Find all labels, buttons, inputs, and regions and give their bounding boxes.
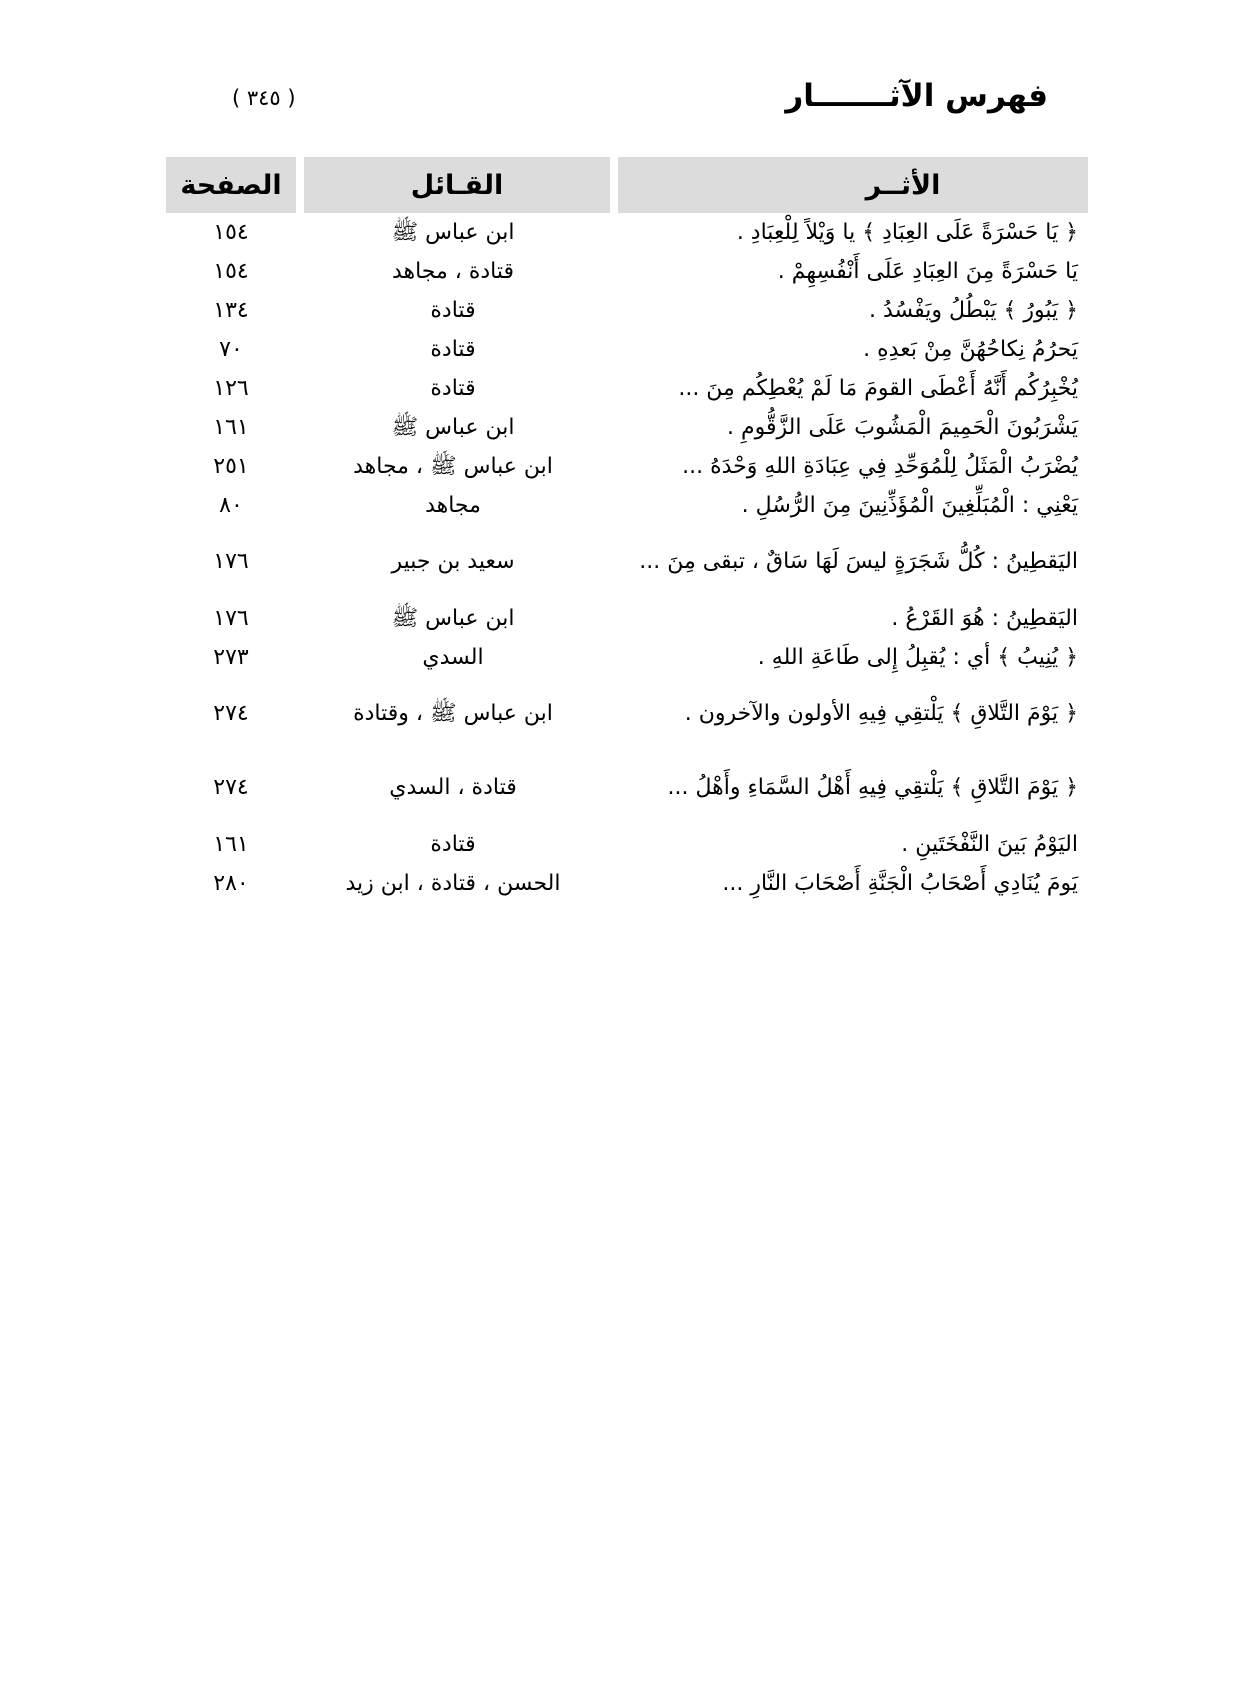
page-number: ( ٣٤٥ ) xyxy=(232,86,296,110)
table-row xyxy=(166,447,1088,486)
page-cell: ٢٨٠ xyxy=(213,870,249,896)
athar-cell: يُخْبِرُكُم أَنَّهُ أَعْطَى القومَ مَا لَمْ يُعْطِكُم مِنَ ... xyxy=(678,375,1078,401)
qail-cell: ابن عباس ﷺ xyxy=(391,414,515,440)
table-row xyxy=(166,369,1088,408)
qail-cell: قتادة xyxy=(430,375,476,401)
page-cell: ١٧٦ xyxy=(213,605,249,631)
qail-cell: قتادة xyxy=(430,297,476,323)
qail-cell: قتادة xyxy=(430,831,476,857)
athar-cell: ﴿ يُنِيبُ ﴾ أي : يُقبِلُ إِلى طَاعَةِ اللهِ . xyxy=(757,644,1078,670)
page-cell: ١٥٤ xyxy=(213,219,249,245)
athar-cell: يَشْرَبُونَ الْحَمِيمَ الْمَشُوبَ عَلَى الزَّقُّومِ . xyxy=(727,414,1078,440)
page-cell: ١٥٤ xyxy=(213,258,249,284)
running-head xyxy=(0,78,1240,128)
athar-cell: يَحرُمُ نِكاحُهُنَّ مِنْ بَعدِهِ . xyxy=(863,336,1078,362)
page-cell: ٨٠ xyxy=(219,492,243,518)
page-cell: ٢٧٤ xyxy=(213,775,249,800)
column-header-page: الصفحة xyxy=(166,157,296,213)
athar-cell: ﴿ يَوْمَ التَّلاقِ ﴾ يَلْتقِي فِيهِ الأولون والآخرون . xyxy=(684,701,1078,726)
table-row xyxy=(166,408,1088,447)
qail-cell: ابن عباس ﷺ xyxy=(391,605,515,631)
qail-cell: السدي xyxy=(422,644,484,670)
table-row xyxy=(166,751,1088,825)
table-row xyxy=(166,486,1088,525)
table-header-row xyxy=(166,157,1088,213)
table-row xyxy=(166,213,1088,252)
athar-cell: ﴿ يَبُورُ ﴾ يَبْطُلُ ويَفْسُدُ . xyxy=(868,297,1078,323)
qail-cell: ابن عباس ﷺ ، مجاهد xyxy=(353,453,553,479)
qail-cell: سعيد بن جبير xyxy=(391,549,515,574)
page-cell: ١٢٦ xyxy=(213,375,249,401)
table-row xyxy=(166,864,1088,903)
athar-cell: يَومَ يُنَادِي أَصْحَابُ الْجَنَّةِ أَصْحَابَ النَّارِ ... xyxy=(722,870,1078,896)
page-cell: ٢٥١ xyxy=(213,453,249,479)
athar-cell: ﴿ يَا حَسْرَةً عَلَى العِبَادِ ﴾ يا وَيْلاً لِلْعِبَادِ . xyxy=(736,219,1078,245)
section-title: فهرس الآثـــــــار xyxy=(785,78,1048,114)
qail-cell: مجاهد xyxy=(425,492,481,518)
qail-cell: قتادة xyxy=(430,336,476,362)
qail-cell: قتادة ، السدي xyxy=(389,775,517,800)
table-row xyxy=(166,525,1088,599)
page-cell: ٢٧٤ xyxy=(213,701,249,726)
athar-cell: اليَقطِينُ : كُلُّ شَجَرَةٍ ليسَ لَهَا سَاقٌ ، تبقى مِنَ ... xyxy=(639,549,1078,574)
page-cell: ٧٠ xyxy=(219,336,243,362)
table-row xyxy=(166,677,1088,751)
page-cell: ١٦١ xyxy=(213,831,249,857)
table-body xyxy=(166,213,1088,903)
page-cell: ٢٧٣ xyxy=(213,644,249,670)
athar-cell: يَا حَسْرَةً مِنَ العِبَادِ عَلَى أَنْفُسِهِمْ . xyxy=(777,258,1078,284)
table-row xyxy=(166,599,1088,638)
athar-index-table xyxy=(166,157,1088,903)
table-row xyxy=(166,252,1088,291)
page-cell: ١٦١ xyxy=(213,414,249,440)
athar-cell: يَعْنِي : الْمُبَلِّغِينَ الْمُؤَذِّنِينَ مِنَ الرُّسُلِ . xyxy=(741,492,1078,518)
qail-cell: ابن عباس ﷺ xyxy=(391,219,515,245)
table-row xyxy=(166,638,1088,677)
athar-cell: ﴿ يَوْمَ التَّلاقِ ﴾ يَلْتقِي فِيهِ أَهْلُ السَّمَاءِ وأَهْلُ ... xyxy=(667,775,1078,800)
column-header-athar: الأثــر xyxy=(610,157,1088,213)
athar-cell: اليَقطِينُ : هُوَ القَرْعُ . xyxy=(891,605,1078,631)
table-row xyxy=(166,330,1088,369)
table-row xyxy=(166,825,1088,864)
qail-cell: ابن عباس ﷺ ، وقتادة xyxy=(353,701,553,726)
page-cell: ١٣٤ xyxy=(213,297,249,323)
athar-cell: اليَوْمُ بَينَ النَّفْخَتَينِ . xyxy=(901,831,1078,857)
qail-cell: الحسن ، قتادة ، ابن زيد xyxy=(345,870,561,896)
athar-cell: يُضْرَبُ الْمَثَلُ لِلْمُوَحِّدِ فِي عِبَادَةِ اللهِ وَحْدَهُ ... xyxy=(682,453,1078,479)
column-header-qail: القـائل xyxy=(296,157,610,213)
qail-cell: قتادة ، مجاهد xyxy=(391,258,515,284)
table-row xyxy=(166,291,1088,330)
page-cell: ١٧٦ xyxy=(213,549,249,574)
